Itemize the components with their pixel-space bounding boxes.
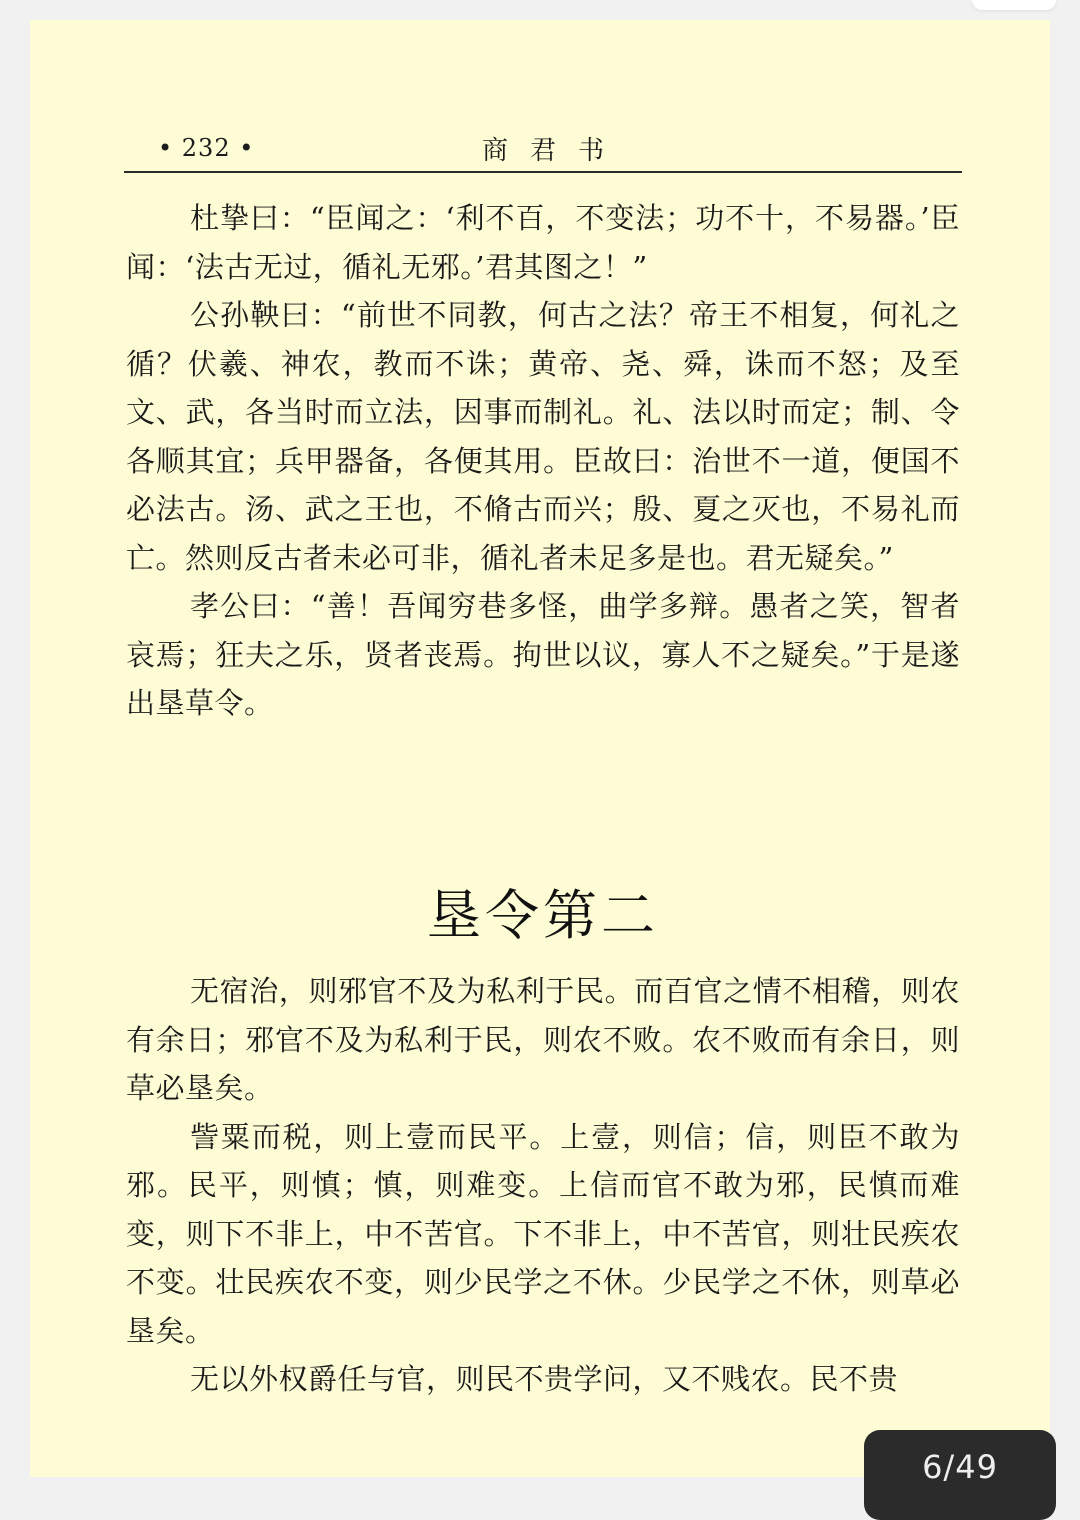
paragraph: 公孙鞅曰：“前世不同教，何古之法？帝王不相复，何礼之循？伏羲、神农，教而不诛；黄帝、尧、舜，诛而不怒；及至文、武，各当时而立法，因事而制礼。礼、法以时而定；制、令各顺其宜；兵甲器备，各便其用。臣故曰：治世不一道，便国不必法古。汤、武之王也，不脩古而兴；殷、夏之灭也，不易礼而亡。然则反古者未必可非，循礼者未足多是也。君无疑矣。” (126, 298, 960, 575)
chapter-text (126, 967, 960, 1404)
top-tab-handle (972, 0, 1056, 10)
running-head (124, 128, 962, 168)
header-rule (124, 171, 962, 173)
chapter-title: 垦令第二 (427, 884, 659, 947)
paragraph: 孝公曰：“善！吾闻穷巷多怪，曲学多辩。愚者之笑，智者哀焉；狂夫之乐，贤者丧焉。拘世以议，寡人不之疑矣。”于是遂出垦草令。 (126, 589, 960, 720)
page-number: • 232 • (158, 134, 255, 162)
paragraph: 訾粟而税，则上壹而民平。上壹，则信；信，则臣不敢为邪。民平，则慎；慎，则难变。上信而官不敢为邪，民慎而难变，则下不非上，中不苦官。下不非上，中不苦官，则壮民疾农不变。壮民疾农不变，则少民学之不休。少民学之不休，则草必垦矣。 (126, 1119, 960, 1348)
paragraph: 杜挚曰：“臣闻之：‘利不百，不变法；功不十，不易器。’臣闻：‘法古无过，循礼无邪。’君其图之！” (126, 201, 960, 284)
paragraph: 无以外权爵任与官，则民不贵学问，又不贱农。民不贵 (190, 1362, 899, 1396)
section-1-text (126, 194, 960, 728)
book-page (30, 20, 1050, 1477)
book-title: 商君书 (481, 136, 626, 166)
page-indicator[interactable] (864, 1430, 1056, 1520)
paragraph: 无宿治，则邪官不及为私利于民。而百官之情不相稽，则农有余日；邪官不及为私利于民，则农不败。农不败而有余日，则草必垦矣。 (126, 974, 960, 1105)
page-indicator-label: 6/49 (922, 1448, 998, 1486)
